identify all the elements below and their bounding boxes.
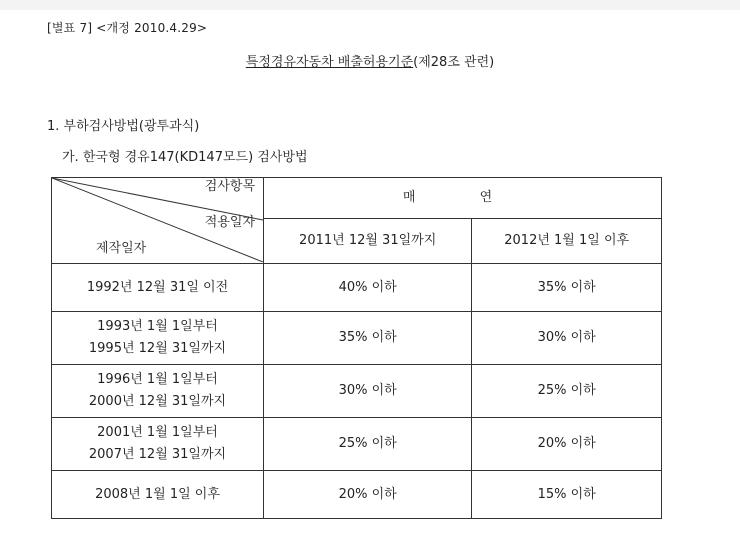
header-col-2011: 2011년 12월 31일까지 bbox=[264, 219, 472, 264]
table-row bbox=[52, 365, 662, 418]
value-cell: 35% 이하 bbox=[472, 264, 662, 312]
top-bar bbox=[0, 0, 740, 10]
period-cell: 2001년 1월 1일부터 2007년 12월 31일까지 bbox=[52, 418, 264, 471]
value-cell: 20% 이하 bbox=[472, 418, 662, 471]
table-row bbox=[52, 418, 662, 471]
table-row bbox=[52, 264, 662, 312]
value-cell: 15% 이하 bbox=[472, 471, 662, 519]
value-cell: 25% 이하 bbox=[264, 418, 472, 471]
period-cell: 2008년 1월 1일 이후 bbox=[52, 471, 264, 519]
document-title bbox=[0, 51, 740, 70]
header-smoke: 매 연 bbox=[264, 178, 662, 219]
table-row bbox=[52, 471, 662, 519]
emission-standard-table bbox=[51, 177, 662, 519]
value-cell: 35% 이하 bbox=[264, 312, 472, 365]
header-manufacture-date: 제작일자 bbox=[96, 241, 147, 256]
value-cell: 25% 이하 bbox=[472, 365, 662, 418]
table-header-row bbox=[52, 178, 662, 219]
title-suffix: (제28조 관련) bbox=[413, 55, 495, 70]
period-cell: 1992년 12월 31일 이전 bbox=[52, 264, 264, 312]
table-row bbox=[52, 312, 662, 365]
subsection-heading: 가. 한국형 경유147(KD147모드) 검사방법 bbox=[62, 150, 308, 165]
title-main: 특정경유자동차 배출허용기준 bbox=[245, 55, 414, 70]
value-cell: 30% 이하 bbox=[472, 312, 662, 365]
diagonal-header-cell bbox=[52, 178, 264, 264]
header-apply-date: 적용일자 bbox=[204, 215, 255, 230]
section-heading: 1. 부하검사방법(광투과식) bbox=[47, 119, 200, 134]
value-cell: 30% 이하 bbox=[264, 365, 472, 418]
header-inspection-item: 검사항목 bbox=[204, 179, 255, 194]
period-cell: 1993년 1월 1일부터 1995년 12월 31일까지 bbox=[52, 312, 264, 365]
period-cell: 1996년 1월 1일부터 2000년 12월 31일까지 bbox=[52, 365, 264, 418]
header-col-2012: 2012년 1월 1일 이후 bbox=[472, 219, 662, 264]
value-cell: 40% 이하 bbox=[264, 264, 472, 312]
document-reference: [별표 7] <개정 2010.4.29> bbox=[47, 21, 208, 35]
value-cell: 20% 이하 bbox=[264, 471, 472, 519]
